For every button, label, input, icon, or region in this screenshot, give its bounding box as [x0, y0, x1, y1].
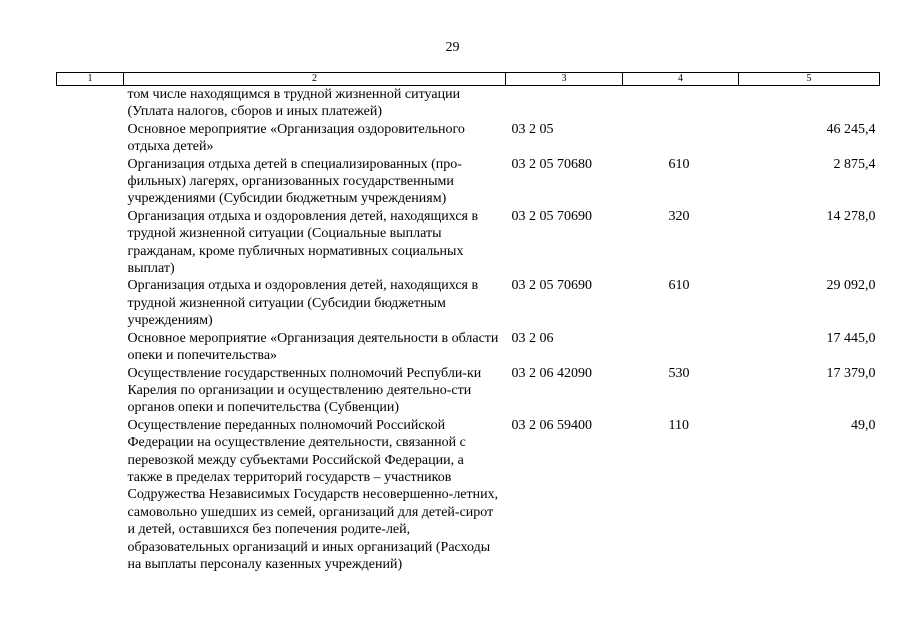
page-number: 29	[445, 40, 460, 55]
row-blank-cell	[57, 277, 124, 329]
table-body	[57, 86, 880, 574]
header-row	[57, 73, 880, 86]
expense-type-code: 530	[668, 365, 690, 381]
budget-table	[56, 72, 880, 573]
amount	[739, 86, 880, 121]
expense-name: Осуществление переданных полномочий Российской Федерации на осуществление деятельности, связанной с перевозкой между субъектами Российской Федерации, а также в пределах территорий государств – участников Содружества Независимых Государств несовершенно-летних, самовольно ушедших из семей, организаций для детей-сирот и детей, оставшихся без попечения родите-лей, образовательных организаций и иных организаций (Расходы на выплаты персоналу казенных учреждений)	[127, 417, 499, 572]
expense-name: Основное мероприятие «Организация оздоровительного отдыха детей»	[127, 121, 465, 155]
expense-name: Организация отдыха детей в специализированных (про-фильных) лагерях, организованных государственными учреждениями (Субсидии бюджетным учреждениям)	[127, 156, 462, 207]
target-article-code: 03 2 06	[511, 330, 554, 346]
target-article-code	[506, 86, 623, 121]
expense-name: Организация отдыха и оздоровления детей, находящихся в трудной жизненной ситуации (Социальные выплаты гражданам, кроме публичных нормативных социальных выплат)	[127, 208, 479, 277]
row-blank-cell	[57, 365, 124, 417]
target-article-code: 03 2 05 70680	[511, 156, 592, 172]
target-article-code: 03 2 06 59400	[511, 417, 592, 433]
table-row	[57, 365, 880, 417]
row-blank-cell	[57, 417, 124, 574]
target-article-code: 03 2 05	[511, 121, 554, 137]
column-number-2: 2	[124, 73, 506, 86]
table-row	[57, 156, 880, 208]
expense-type-code: 610	[668, 156, 690, 172]
table-row	[57, 417, 880, 574]
row-blank-cell	[57, 330, 124, 365]
expense-type-code	[623, 86, 739, 121]
target-article-code: 03 2 05 70690	[511, 278, 592, 294]
amount: 49,0	[851, 417, 876, 433]
row-blank-cell	[57, 86, 124, 121]
row-blank-cell	[57, 156, 124, 208]
expense-type-code	[623, 330, 739, 365]
column-number-1: 1	[57, 73, 124, 86]
column-number-3: 3	[506, 73, 623, 86]
amount: 2 875,4	[833, 156, 876, 172]
amount: 46 245,4	[826, 121, 876, 137]
row-blank-cell	[57, 121, 124, 156]
row-blank-cell	[57, 208, 124, 278]
amount: 29 092,0	[826, 278, 876, 294]
amount: 17 379,0	[826, 365, 876, 381]
table-row	[57, 208, 880, 278]
table-row	[57, 86, 880, 121]
expense-name: Основное мероприятие «Организация деятельности в области опеки и попечительства»	[127, 330, 499, 364]
expense-name: Осуществление государственных полномочий Республи-ки Карелия по организации и осуществлению деятельно-сти органов опеки и попечительства (Субвенции)	[127, 365, 482, 416]
table-header	[57, 73, 880, 86]
table-row	[57, 277, 880, 329]
table-row	[57, 330, 880, 365]
amount: 17 445,0	[826, 330, 876, 346]
target-article-code: 03 2 05 70690	[511, 208, 592, 224]
table-row	[57, 121, 880, 156]
expense-name: Организация отдыха и оздоровления детей, находящихся в трудной жизненной ситуации (Субсидии бюджетным учреждениям)	[127, 278, 479, 329]
amount: 14 278,0	[826, 208, 876, 224]
expense-type-code: 320	[668, 208, 690, 224]
column-number-5: 5	[739, 73, 880, 86]
column-number-4: 4	[623, 73, 739, 86]
expense-type-code	[623, 121, 739, 156]
expense-type-code: 110	[668, 417, 689, 433]
expense-type-code: 610	[668, 278, 690, 294]
expense-name: том числе находящимся в трудной жизненной ситуации (Уплата налогов, сборов и иных платежей)	[127, 87, 461, 120]
target-article-code: 03 2 06 42090	[511, 365, 592, 381]
